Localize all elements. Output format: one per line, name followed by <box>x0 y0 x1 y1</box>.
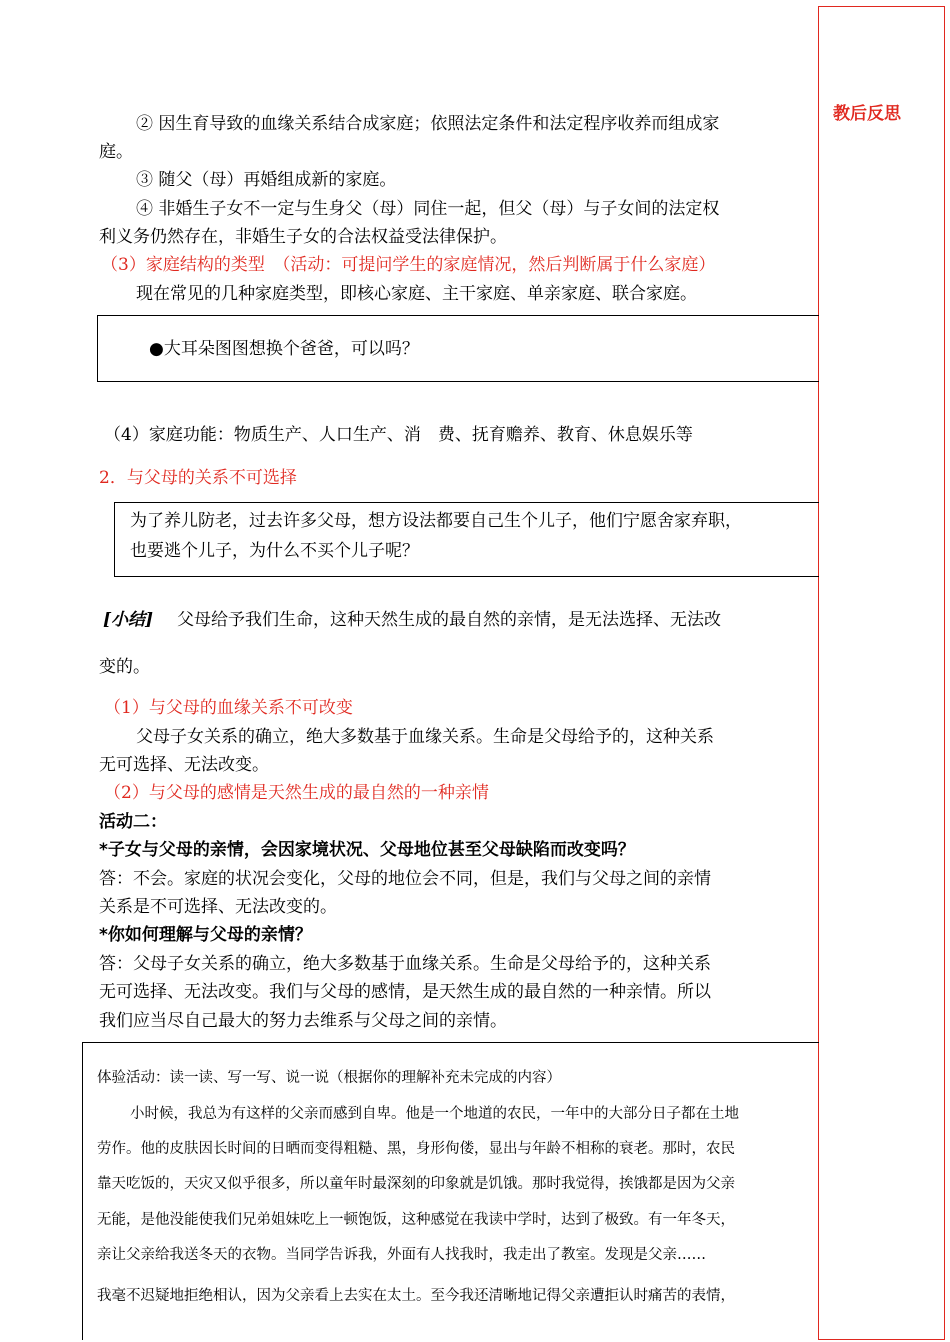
heading-natural-affection: （2）与父母的感情是天然生成的最自然的一种亲情 <box>104 783 489 803</box>
reading-line-2: 劳作。他的皮肤因长时间的日晒而变得粗糙、黑，身形佝偻，显出与年龄不相称的衰老。那时，农民 <box>97 1141 735 1157</box>
question-text: ●大耳朵图图想换个爸爸，可以吗？ <box>149 339 419 359</box>
heading-section-2: 2．与父母的关系不可选择 <box>99 468 297 488</box>
summary-line-2: 变的。 <box>99 657 150 677</box>
question-box-1 <box>97 315 819 382</box>
paragraph-2-line-2: 庭。 <box>99 142 133 162</box>
reading-activity-box <box>82 1042 819 1340</box>
paragraph-3: ③ 随父（母）再婚组成新的家庭。 <box>136 170 397 190</box>
reading-line-1: 小时候，我总为有这样的父亲而感到自卑。他是一个地道的农民，一年中的大部分日子都在土地 <box>130 1106 739 1122</box>
summary-line-1: 父母给予我们生命，这种天然生成的最自然的亲情，是无法选择、无法改 <box>177 610 721 630</box>
activity-question-2: *你如何理解与父母的亲情？ <box>99 925 312 945</box>
blood-relation-line-1: 父母子女关系的确立，绝大多数基于血缘关系。生命是父母给予的，这种关系 <box>136 727 714 747</box>
family-functions: （4）家庭功能：物质生产、人口生产、消 费、抚育赡养、教育、休息娱乐等 <box>104 425 693 445</box>
heading-family-structure: （3）家庭结构的类型 （活动：可提问学生的家庭情况，然后判断属于什么家庭） <box>101 255 716 275</box>
reflection-sidebar <box>818 6 945 1340</box>
reading-line-4: 无能，是他没能使我们兄弟姐妹吃上一顿饱饭，这种感觉在我读中学时，达到了极致。有一年冬天， <box>97 1212 735 1228</box>
activity-answer-2-line-1: 答：父母子女关系的确立，绝大多数基于血缘关系。生命是父母给予的，这种关系 <box>99 954 711 974</box>
question-2-line-1: 为了养儿防老，过去许多父母，想方设法都要自己生个儿子，他们宁愿舍家弃职， <box>130 511 742 531</box>
paragraph-family-types: 现在常见的几种家庭类型，即核心家庭、主干家庭、单亲家庭、联合家庭。 <box>136 284 697 304</box>
activity-answer-2-line-3: 我们应当尽自己最大的努力去维系与父母之间的亲情。 <box>99 1011 507 1031</box>
reading-line-6: 我毫不迟疑地拒绝相认，因为父亲看上去实在太土。至今我还清晰地记得父亲遭拒认时痛苦的表情， <box>97 1288 735 1304</box>
paragraph-4-line-2: 利义务仍然存在，非婚生子女的合法权益受法律保护。 <box>99 227 507 247</box>
activity-answer-2-line-2: 无可选择、无法改变。我们与父母的感情，是天然生成的最自然的一种亲情。所以 <box>99 982 711 1002</box>
activity-question-1: *子女与父母的亲情，会因家境状况、父母地位甚至父母缺陷而改变吗？ <box>99 840 635 860</box>
blood-relation-line-2: 无可选择、无法改变。 <box>99 755 269 775</box>
heading-blood-relation: （1）与父母的血缘关系不可改变 <box>104 698 353 718</box>
activity-answer-1-line-2: 关系是不可选择、无法改变的。 <box>99 897 337 917</box>
reading-activity-title: 体验活动：读一读、写一写、说一说（根据你的理解补充未完成的内容） <box>97 1070 561 1086</box>
question-2-line-2: 也要逃个儿子，为什么不买个儿子呢？ <box>130 541 419 561</box>
question-box-2 <box>114 502 819 577</box>
reading-line-5: 亲让父亲给我送冬天的衣物。当同学告诉我，外面有人找我时，我走出了教室。发现是父亲…… <box>97 1247 706 1263</box>
paragraph-2-line-1: ② 因生育导致的血缘关系结合成家庭；依照法定条件和法定程序收养而组成家 <box>136 114 720 134</box>
paragraph-4-line-1: ④ 非婚生子女不一定与生身父（母）同住一起，但父（母）与子女间的法定权 <box>136 199 720 219</box>
summary-label: [小结] <box>103 610 154 630</box>
activity-answer-1-line-1: 答：不会。家庭的状况会变化，父母的地位会不同，但是，我们与父母之间的亲情 <box>99 869 711 889</box>
sidebar-title: 教后反思 <box>833 104 901 124</box>
reading-line-3: 靠天吃饭的，天灾又似乎很多，所以童年时最深刻的印象就是饥饿。那时我觉得，挨饿都是因为父亲 <box>97 1176 735 1192</box>
activity-title: 活动二： <box>99 812 167 832</box>
